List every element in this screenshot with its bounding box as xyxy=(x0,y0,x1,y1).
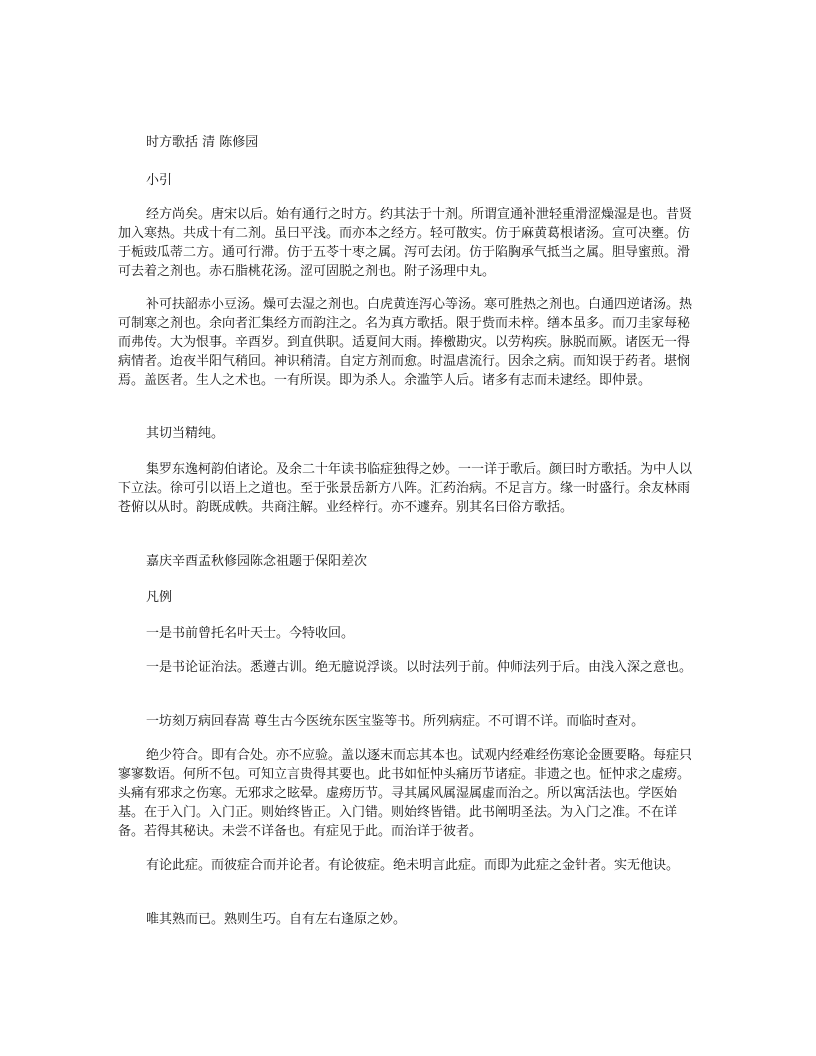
document-title-line: 时方歌括 清 陈修园 xyxy=(146,135,259,150)
preface-paragraph-3: 其切当精纯。 xyxy=(146,426,225,441)
preface-paragraph-2: 补可扶韶赤小豆汤。燥可去湿之剂也。白虎黄连泻心等汤。寒可胜热之剂也。白通四逆诸汤。热可制寒之剂也。余向者汇集经方而韵注之。名为真方歌括。限于赀而未梓。缮本虽多。而刀圭家每秘而弗传。大为恨事。辛酉岁。到直供职。适夏间大雨。捧檄勘灾。以劳构疾。脉脱而厥。诸医无一得病情者。迨夜半阳气稍回。神识稍清。自定方剂而愈。时温虐流行。因余之病。而知误于药者。堪悯焉。盖医者。生人之术也。一有所误。即为杀人。余滥竽人后。诸多有志而未逮经。即仲景。 xyxy=(118,297,693,388)
rules-paragraph-5: 有论此症。而彼症合而并论者。有论彼症。绝未明言此症。而即为此症之金针者。实无他诀。 xyxy=(146,858,680,873)
rules-paragraph-6: 唯其熟而已。熟则生巧。自有左右逢原之妙。 xyxy=(146,912,407,927)
preface-paragraph-4: 集罗东逸柯韵伯诸论。及余二十年读书临症独得之妙。一一详于歌后。颜曰时方歌括。为中人以下立法。徐可引以语上之道也。至于张景岳新方八阵。汇药治病。不足言方。缘一时盛行。余友林雨苍俯以从时。韵既成帙。共商注解。业经梓行。亦不遽弃。别其名曰俗方歌括。 xyxy=(118,462,693,515)
preface-heading: 小引 xyxy=(146,173,173,188)
rules-paragraph-2: 一是书论证治法。悉遵古训。绝无臆说浮谈。以时法列于前。仲师法列于后。由浅入深之意也。 xyxy=(146,660,693,675)
rules-paragraph-4: 绝少符合。即有合处。亦不应验。盖以逐末而忘其本也。试观内经难经伤寒论金匮要略。每症只寥寥数语。何所不包。可知立言贵得其要也。此书如怔忡头痛历节诸症。非遗之也。怔忡求之虚痨。头痛有邪求之伤寒。无邪求之眩晕。虚痨历节。寻其属风属湿属虚而治之。所以寓活法也。学医始基。在于入门。入门正。则始终皆正。入门错。则始终皆错。此书阐明圣法。为入门之准。不在详备。若得其秘诀。未尝不详备也。有症见于此。而治详于彼者。 xyxy=(118,748,693,839)
rules-paragraph-1: 一是书前曾托名叶天士。今特收回。 xyxy=(146,626,355,641)
signature-line: 嘉庆辛酉孟秋修园陈念祖题于保阳差次 xyxy=(146,554,368,569)
preface-paragraph-1: 经方尚矣。唐宋以后。始有通行之时方。约其法于十剂。所谓宣通补泄轻重滑涩燥湿是也。昔贤加入寒热。共成十有二剂。虽曰平浅。而亦本之经方。轻可散实。仿于麻黄葛根诸汤。宣可决壅。仿于栀豉瓜蒂二方。通可行滞。仿于五苓十枣之属。泻可去闭。仿于陷胸承气抵当之属。胆导蜜煎。滑可去着之剂也。赤石脂桃花汤。涩可固脱之剂也。附子汤理中丸。 xyxy=(118,207,693,279)
rules-paragraph-3: 一坊刻万病回春嵩 尊生古今医统东医宝鉴等书。所列病症。不可谓不详。而临时查对。 xyxy=(146,714,645,729)
rules-heading: 凡例 xyxy=(146,590,173,605)
